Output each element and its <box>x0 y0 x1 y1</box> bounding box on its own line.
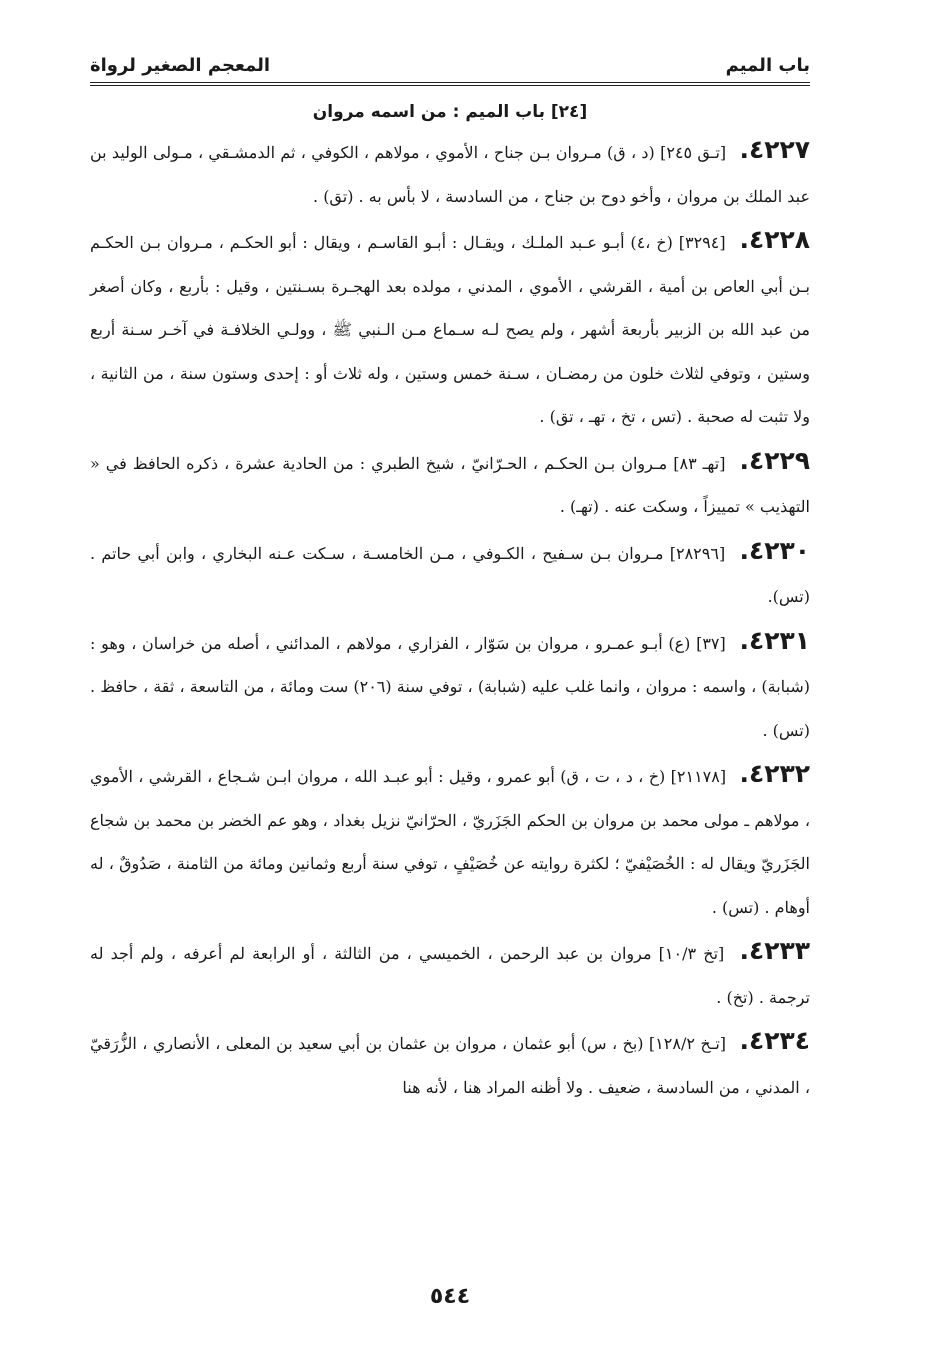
entry-text: [٣٧] (ع) أبـو عمـرو ، مروان بن سَوّار ، الفزاري ، مولاهم ، المدائني ، أصله من خراسان ، وهو : (شبابة) ، واسمه : مروان ، وانما غلب عليه (شبابة) ، توفي سنة (٢٠٦) ست ومائة ، من التاسعة ، ثقة ، حافظ . (تس) . <box>90 633 811 740</box>
entry-number: ٤٢٢٩. <box>739 445 810 475</box>
entry-number: ٤٢٢٨. <box>739 225 811 254</box>
entry-text: [تخ ١٠/٣] مروان بن عبد الرحمن ، الخميسي ، من الثالثة ، أو الرابعة لم أعرفه ، ولم أجد له ترجمة . (تخ) . <box>90 944 810 1007</box>
entry-4233 <box>90 929 810 1019</box>
entry-4232 <box>90 752 810 929</box>
entry-number: ٤٢٢٧. <box>739 135 810 164</box>
page-number: ٥٤٤ <box>429 1284 471 1309</box>
entry-number: ٤٢٣١. <box>739 625 810 655</box>
chapter-title: [٢٤] باب الميم : من اسمه مروان <box>312 102 588 122</box>
entry-text: [٢٨٢٩٦] مـروان بـن سـفيح ، الكـوفي ، مـن الخامسـة ، سـكت عـنه البخاري ، وابن أبي حاتم . (تس). <box>90 543 810 606</box>
header-book-title: المعجم الصغير لرواة <box>90 55 271 76</box>
entry-text: [٢١١٧٨] (خ ، د ، ت ، ق) أبو عمرو ، وقيل : أبو عبـد الله ، مروان ابـن شـجاع ، القرشي ، الأموي ، مولاهم ـ مولى محمد بن مروان بن الحكم الجَزَريّ ، الحرّانيّ نزيل بغداد ، وهو عم الخضر بن محمد بن شجاع الجَزَريّ ويقال له : الخُصَيْفيّ ؛ لكثرة روايته عن خُصَيْفٍ ، توفي سنة أربع وثمانين ومائة من الثامنة ، صَدُوقٌ ، له أوهام . (تس) . <box>90 767 810 917</box>
entry-number: ٤٢٣٢. <box>739 759 810 788</box>
entry-number: ٤٢٣٠. <box>739 535 810 565</box>
entry-text: [تهـ ٨٣] مـروان بـن الحكـم ، الحـرّانيّ ، شيخ الطبري : من الحادية عشرة ، ذكره الحافظ في « التهذيب » تمييزاً ، وسكت عنه . (تهـ) . <box>90 453 810 516</box>
entry-text: [٣٢٩٤] (خ ،٤) أبـو عـبد الملـك ، ويقـال : أبـو القاسـم ، ويقال : أبو الحكـم ، مـروان بـن الحكـم بـن أبي العاص بن أمية ، القرشي ، الأموي ، المدني ، مولده بعد الهجـرة بسـنتين ، وقيل : بأربع ، وكان أصغر من عبد الله بن الزبير بأربعة أشهر ، ولم يصح لـه سـماع مـن الـنبي ﷺ ، وولـي الخلافـة في آخـر سـنة أربع وستين ، وتوفي لثلاث خلون من رمضـان ، سـنة خمس وستين ، وله ثلاث أو : إحدى وستون سنة ، من الثانية ، ولا تثبت له صحبة . (تس ، تخ ، تهـ ، تق) . <box>90 233 810 426</box>
book-page <box>90 22 810 1342</box>
entry-4229 <box>90 439 810 529</box>
entry-text: [تـق ٢٤٥] (د ، ق) مـروان بـن جناح ، الأموي ، مولاهم ، الكوفي ، ثم الدمشـقي ، مـولى الوليد بن عبد الملك بن مروان ، وأخو دوح بن جناح ، من السادسة ، لا بأس به . (تق) . <box>90 143 810 206</box>
entry-number: ٤٢٣٣. <box>739 936 810 965</box>
entry-4227 <box>90 128 810 218</box>
entry-4228 <box>90 218 810 439</box>
header-section-title: باب الميم <box>725 55 810 76</box>
entry-4230 <box>90 529 810 619</box>
entries-list <box>90 128 810 1109</box>
running-header <box>90 22 810 80</box>
entry-4234 <box>90 1019 810 1109</box>
entry-4231 <box>90 619 810 753</box>
entry-text: [تـخ ١٢٨/٢] (بخ ، س) أبو عثمان ، مروان بن عثمان بن أبي سعيد بن المعلى ، الأنصاري ، الزُّرَقيّ ، المدني ، من السادسة ، ضعيف . ولا أظنه المراد هنا ، لأنه هنا <box>90 1034 810 1097</box>
entry-number: ٤٢٣٤. <box>739 1026 811 1055</box>
header-rule <box>90 82 810 86</box>
